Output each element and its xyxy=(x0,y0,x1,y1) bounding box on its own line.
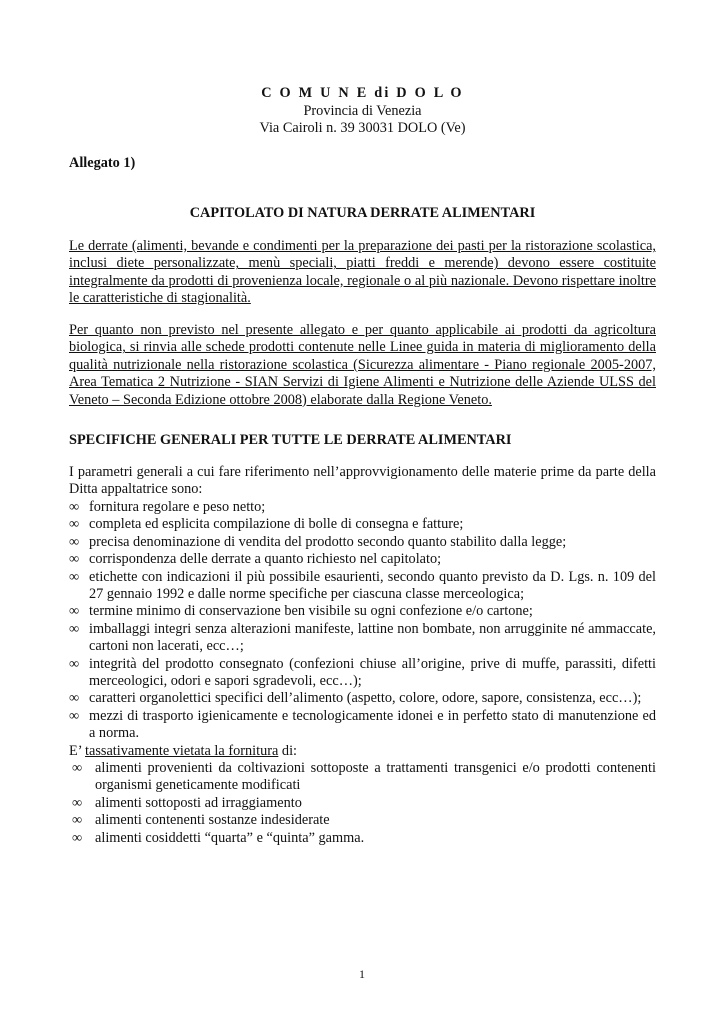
list-item: ∞ etichette con indicazioni il più possibile esaurienti, secondo quanto previsto da D. Lgs. n. 109 del 27 gennaio 1992 e dalle norme specifiche per ciascuna classe merceologica; xyxy=(69,568,656,603)
document-title: CAPITOLATO DI NATURA DERRATE ALIMENTARI xyxy=(189,205,536,221)
list-item: ∞ imballaggi integri senza alterazioni manifeste, lattine non bombate, non arrugginite né ammaccate, cartoni non lacerati, ecc…; xyxy=(69,620,656,655)
page-number: 1 xyxy=(359,967,365,981)
prohibition-emphasis: tassativamente vietata la fornitura xyxy=(85,743,279,759)
infinity-bullet-icon: ∞ xyxy=(69,620,80,637)
list-item: ∞ alimenti cosiddetti “quarta” e “quinta” gamma. xyxy=(72,829,365,846)
list-item: ∞ corrispondenza delle derrate a quanto richiesto nel capitolato; xyxy=(69,551,442,568)
list-item: ∞ alimenti contenenti sostanze indesiderate xyxy=(72,812,330,829)
attachment-label: Allegato 1) xyxy=(69,155,136,171)
infinity-bullet-icon: ∞ xyxy=(69,516,80,533)
municipality-name: C O M U N E di D O L O xyxy=(261,85,464,101)
infinity-bullet-icon: ∞ xyxy=(69,533,80,550)
list-item: ∞ caratteri organolettici specifici dell’alimento (aspetto, colore, odore, sapore, consistenza, ecc…); xyxy=(69,690,642,707)
list-item: ∞ completa ed esplicita compilazione di bolle di consegna e fatture; xyxy=(69,516,464,533)
forbidden-list xyxy=(69,760,656,847)
prohibition-statement: E’ tassativamente vietata la fornitura di: xyxy=(69,743,298,759)
infinity-bullet-icon: ∞ xyxy=(69,499,80,515)
infinity-bullet-icon: ∞ xyxy=(69,568,80,585)
parameters-list xyxy=(69,499,656,743)
list-item: ∞ alimenti provenienti da coltivazioni sottoposte a trattamenti transgenici e/o prodotti contenenti organismi geneticamente modificati xyxy=(72,760,656,794)
paragraph-linee-guida: Per quanto non previsto nel presente allegato e per quanto applicabile ai prodotti da agricoltura biologica, si rinvia alle schede prodotti contenute nelle Linee guida in materia di miglioramento della qualità nutrizionale nella ristorazione scolastica (Sicurezza alimentare - Piano regionale 2005-2007, Area Tematica 2 Nutrizione - SIAN Servizi di Igiene Alimenti e Nutrizione delle Aziende ULSS del Veneto – Seconda Edizione ottobre 2008) elaborate dalla Regione Veneto. xyxy=(69,322,656,408)
paragraph-derrate: Le derrate (alimenti, bevande e condimenti per la preparazione dei pasti per la ristorazione scolastica, inclusi diete personalizzate, menù speciali, piatti freddi e merende) devono essere costituite integralmente da prodotti di provenienza locale, regionale o al più nazionale. Devono rispettare inoltre le caratteristiche di stagionalità. xyxy=(69,238,656,307)
intro-paragraph: I parametri generali a cui fare riferimento nell’approvvigionamento delle materie prime da parte della Ditta appaltatrice sono: xyxy=(69,464,656,498)
list-item: ∞ termine minimo di conservazione ben visibile su ogni confezione e/o cartone; xyxy=(69,603,533,620)
infinity-bullet-icon: ∞ xyxy=(72,812,83,829)
address: Via Cairoli n. 39 30031 DOLO (Ve) xyxy=(259,120,466,137)
province-name: Provincia di Venezia xyxy=(303,102,422,119)
document-header xyxy=(69,85,656,138)
list-item: ∞ alimenti sottoposti ad irraggiamento xyxy=(72,794,302,811)
infinity-bullet-icon: ∞ xyxy=(69,690,80,707)
infinity-bullet-icon: ∞ xyxy=(69,707,80,724)
list-item: ∞ mezzi di trasporto igienicamente e tecnologicamente idonei e in perfetto stato di manutenzione ed a norma. xyxy=(69,707,656,742)
infinity-bullet-icon: ∞ xyxy=(72,760,83,776)
infinity-bullet-icon: ∞ xyxy=(69,603,80,620)
infinity-bullet-icon: ∞ xyxy=(69,655,80,672)
infinity-bullet-icon: ∞ xyxy=(72,794,83,811)
section-title: SPECIFICHE GENERALI PER TUTTE LE DERRATE ALIMENTARI xyxy=(69,432,512,448)
infinity-bullet-icon: ∞ xyxy=(72,829,83,846)
infinity-bullet-icon: ∞ xyxy=(69,551,80,568)
list-item: ∞ integrità del prodotto consegnato (confezioni chiuse all’origine, prive di muffe, parassiti, difetti merceologici, odori e sapori sgradevoli, ecc…); xyxy=(69,655,656,690)
list-item: ∞ fornitura regolare e peso netto; xyxy=(69,499,266,515)
list-item: ∞ precisa denominazione di vendita del prodotto secondo quanto stabilito dalla legge; xyxy=(69,533,567,550)
